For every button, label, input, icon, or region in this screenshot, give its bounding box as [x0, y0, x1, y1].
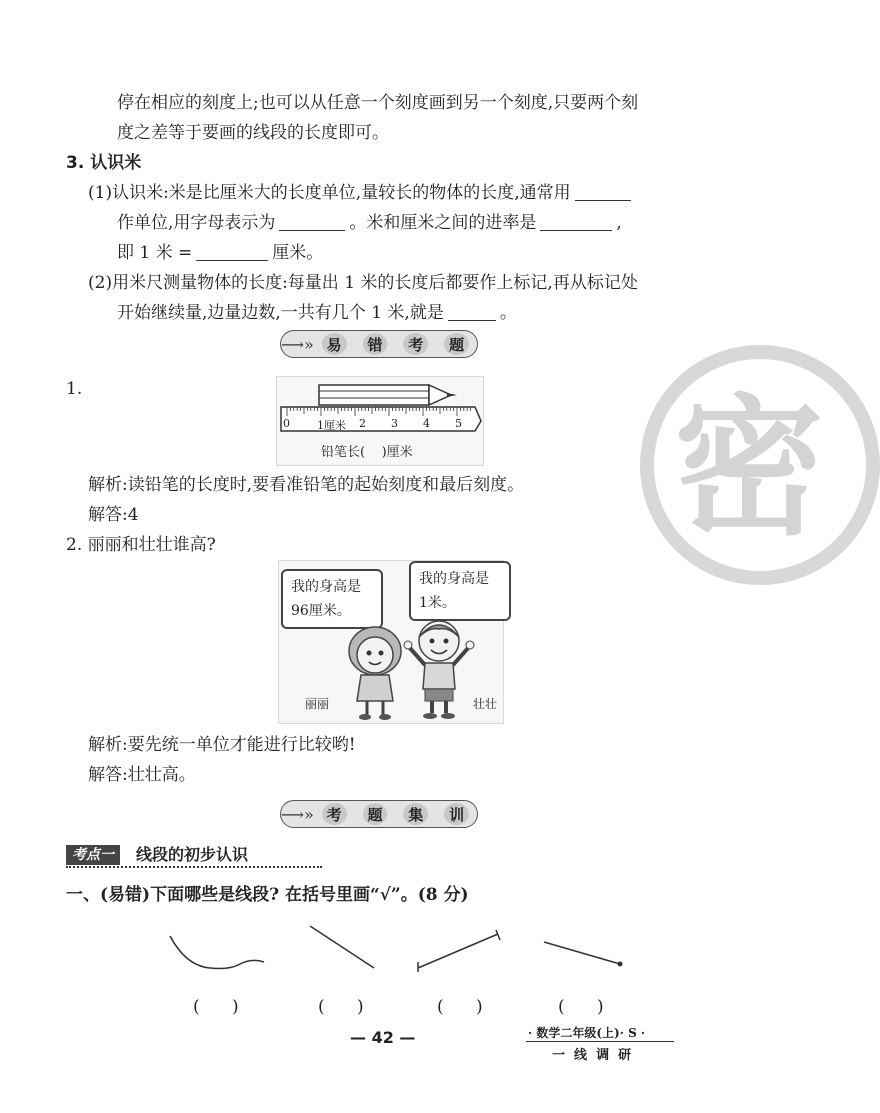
footer-rule	[526, 1041, 674, 1042]
p1-text-2c: ,	[616, 213, 622, 233]
banner-char: 考	[322, 803, 347, 825]
p1-text-3a: 即 1 米 =	[117, 243, 193, 263]
kaodian-box: 考点一	[66, 845, 120, 865]
line-figures	[160, 920, 640, 980]
banner-char: 易	[322, 333, 347, 355]
confidential-seal	[640, 345, 880, 585]
p1-text-2a: 作单位,用字母表示为	[117, 213, 276, 233]
ray-icon	[544, 942, 620, 964]
p1-line-1	[88, 178, 631, 208]
blank-unit-letter[interactable]	[279, 212, 345, 231]
boy-icon	[404, 621, 474, 719]
name-lili: 丽丽	[305, 697, 330, 711]
page-number: — 42 —	[350, 1028, 416, 1047]
p2-text-2b: 。	[499, 303, 517, 323]
p2-line-1: (2)用米尺测量物体的长度:每量出 1 米的长度后都要作上标记,再从标记处	[88, 273, 638, 293]
banner-error-prone	[280, 330, 478, 358]
q2-title: 2. 丽丽和壮壮谁高?	[66, 535, 216, 555]
height-compare-figure	[278, 560, 504, 724]
p1-line-3	[117, 238, 323, 268]
intro-line-2: 度之差等于要画的线段的长度即可。	[117, 123, 389, 143]
girl-icon	[349, 627, 401, 720]
blank-rate[interactable]	[540, 212, 612, 231]
exercise-1-title: 一、(易错)下面哪些是线段? 在括号里画“√”。(8 分)	[66, 885, 469, 905]
section-3-heading: 3. 认识米	[66, 153, 142, 173]
pencil-caption: 铅笔长( )厘米	[321, 445, 413, 460]
q1-analysis: 解析:读铅笔的长度时,要看准铅笔的起始刻度和最后刻度。	[88, 475, 525, 495]
series-title: 一 线 调 研	[552, 1048, 632, 1063]
tick-label: 1厘米	[317, 419, 346, 432]
banner-exam-training	[280, 800, 478, 828]
p2-line-2	[117, 298, 517, 328]
ruler-tick-labels	[277, 417, 483, 433]
p1-text-3b: 厘米。	[272, 243, 324, 263]
q2-answer: 解答:壮壮高。	[88, 765, 196, 785]
arrow-icon: ⟶»	[281, 804, 314, 824]
banner-char: 题	[444, 333, 469, 355]
q2-analysis: 解析:要先统一单位才能进行比较哟!	[88, 735, 356, 755]
banner-char: 题	[363, 803, 388, 825]
blank-unit-word[interactable]	[575, 182, 631, 201]
tick-label: 0	[283, 417, 290, 430]
pencil-ruler-figure	[276, 376, 484, 466]
answer-bracket[interactable]: ( )	[318, 997, 364, 1017]
arrow-icon: ⟶»	[281, 334, 314, 354]
answer-bracket[interactable]: ( )	[437, 997, 483, 1017]
tick-label: 2	[359, 417, 366, 430]
tick-label: 5	[455, 417, 462, 430]
segment-icon	[418, 934, 498, 968]
banner-char: 训	[444, 803, 469, 825]
kaodian-title: 线段的初步认识	[136, 845, 249, 864]
banner-char: 集	[403, 803, 428, 825]
p1-text-2b: 。米和厘米之间的进率是	[349, 213, 537, 233]
p1-text-1: (1)认识米:米是比厘米大的长度单位,量较长的物体的长度,通常用	[88, 183, 571, 203]
name-zhuangzhuang: 壮壮	[473, 697, 498, 711]
bubble-text: 我的身高是	[419, 571, 489, 587]
tick-label: 4	[423, 417, 430, 430]
intro-line-1: 停在相应的刻度上;也可以从任意一个刻度画到另一个刻度,只要两个刻	[117, 93, 639, 113]
bubble-text: 96厘米。	[291, 603, 351, 619]
seal-character: 密	[674, 382, 825, 556]
answer-bracket[interactable]: ( )	[558, 997, 604, 1017]
kaodian-underline	[66, 866, 322, 868]
book-title: · 数学二年级(上)· S ·	[528, 1026, 646, 1040]
open-line-icon	[310, 926, 374, 968]
pencil-icon	[319, 385, 457, 405]
blank-cm[interactable]	[196, 242, 268, 261]
answer-bracket[interactable]: ( )	[193, 997, 239, 1017]
tick-label: 3	[391, 417, 398, 430]
p2-text-2a: 开始继续量,边量边数,一共有几个 1 米,就是	[117, 303, 444, 323]
banner-char: 考	[403, 333, 428, 355]
q1-number: 1.	[66, 379, 83, 399]
banner-char: 错	[363, 333, 388, 355]
bubble-text: 我的身高是	[291, 579, 361, 595]
blank-meters[interactable]	[448, 302, 496, 321]
curve-icon	[170, 936, 264, 969]
q1-answer: 解答:4	[88, 505, 139, 525]
p1-line-2	[117, 208, 622, 238]
bubble-text: 1米。	[419, 595, 456, 611]
